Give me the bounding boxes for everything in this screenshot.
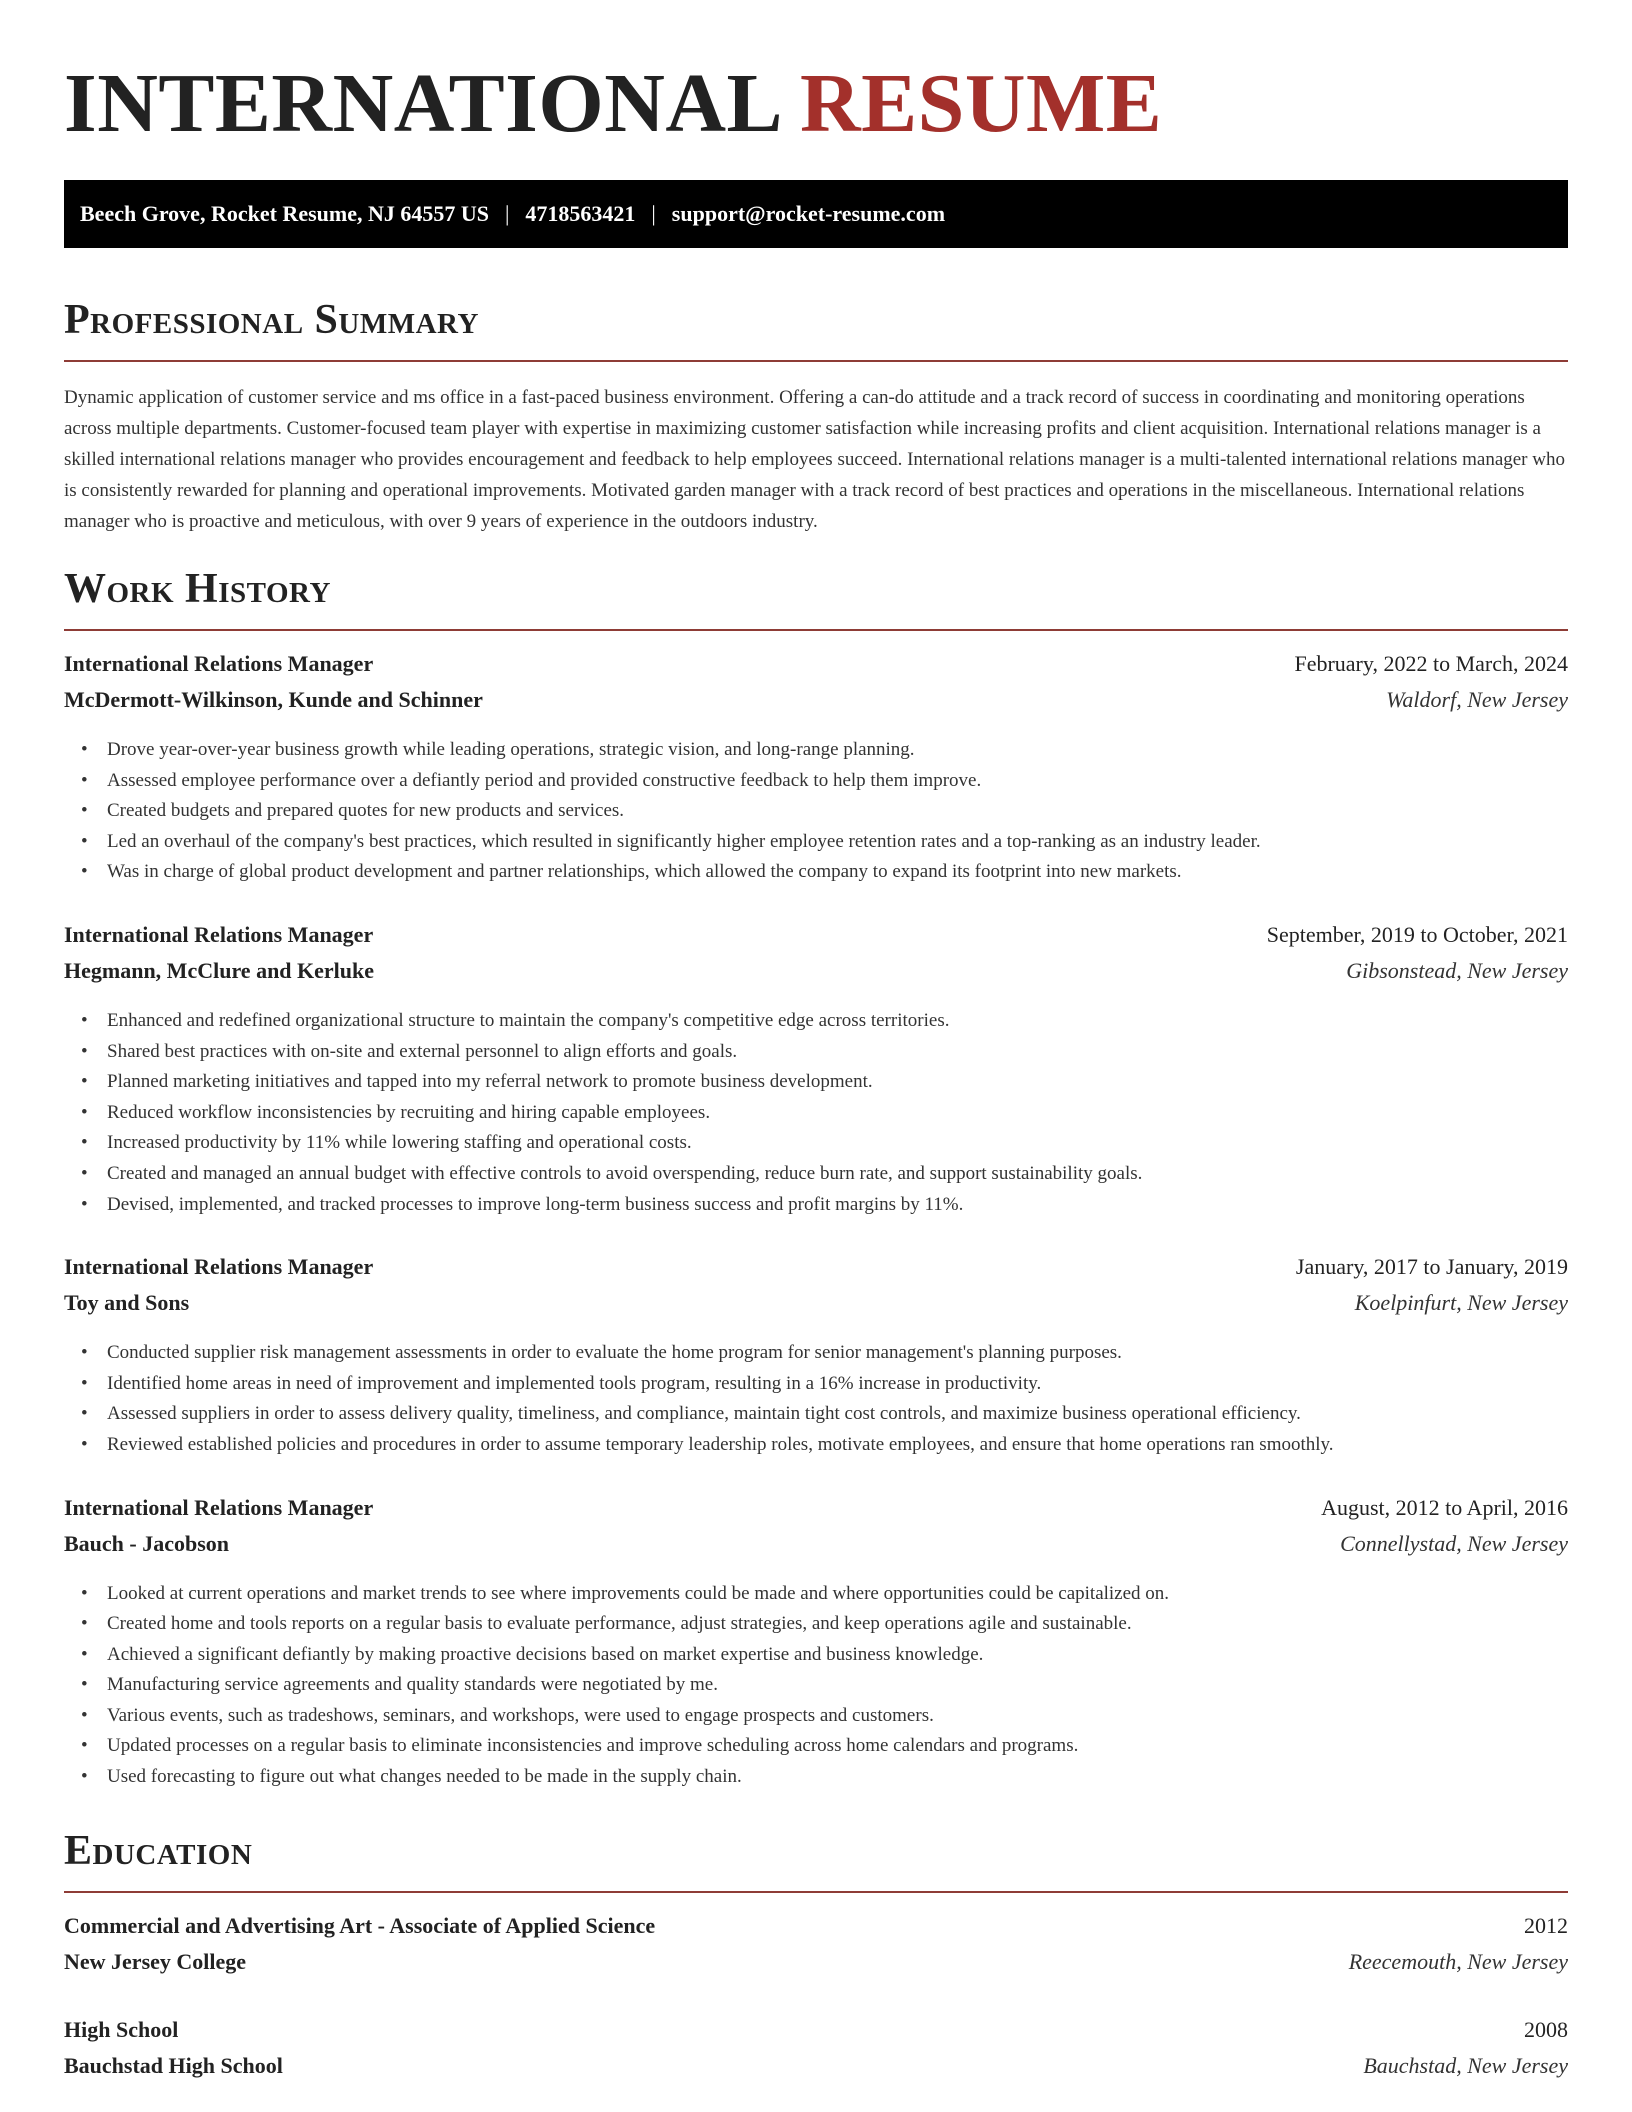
job-bullet-text: Created budgets and prepared quotes for new products and services.	[107, 800, 625, 822]
job-bullet	[64, 1067, 1568, 1098]
job-bullet-list	[64, 735, 1568, 888]
education-school: New Jersey College	[64, 1948, 247, 1974]
resume-name-heading	[64, 56, 1568, 160]
job-bullet	[64, 735, 1568, 766]
bullet-icon: •	[81, 1613, 88, 1635]
job-location: Connellystad, New Jersey	[1340, 1530, 1568, 1556]
contact-address: Beech Grove, Rocket Resume, NJ 64557 US	[80, 201, 489, 226]
job-bullet-text: Was in charge of global product development and partner relationships, which allowed the company to expand its footprint into new markets.	[107, 861, 1182, 883]
work-history-section	[64, 565, 1568, 1793]
job-company: McDermott-Wilkinson, Kunde and Schinner	[64, 687, 483, 712]
job-bullet	[64, 827, 1568, 858]
bullet-icon: •	[81, 1162, 88, 1184]
job-bullet-text: Conducted supplier risk management assessments in order to evaluate the home program for senior management's planning purposes.	[107, 1342, 1122, 1364]
job-bullet	[64, 766, 1568, 797]
job-company: Hegmann, McClure and Kerluke	[64, 957, 375, 983]
education-degree-row	[64, 1913, 1568, 1949]
bullet-icon: •	[81, 1643, 88, 1665]
job-title-row	[64, 651, 1568, 687]
job-entry	[64, 1495, 1568, 1793]
bullet-icon: •	[81, 830, 88, 852]
job-dates: September, 2019 to October, 2021	[1266, 921, 1568, 947]
bullet-icon: •	[81, 769, 88, 791]
job-bullet-text: Reviewed established policies and procedures in order to assume temporary leadership roles, motivate employees, and ensure that home operations ran smoothly.	[107, 1433, 1334, 1455]
bullet-icon: •	[81, 800, 88, 822]
bullet-icon: •	[81, 1766, 88, 1788]
job-bullet	[64, 1369, 1568, 1400]
job-title-row	[64, 922, 1568, 958]
job-bullet	[64, 1640, 1568, 1671]
bullet-icon: •	[81, 1403, 88, 1425]
education-year: 2012	[1524, 1912, 1568, 1938]
job-bullet-list	[64, 1338, 1568, 1460]
bullet-icon: •	[81, 1101, 88, 1123]
job-bullet	[64, 857, 1568, 888]
job-bullet-text: Assessed suppliers in order to assess delivery quality, timeliness, and compliance, maintain tight cost controls, and maximize business operational efficiency.	[107, 1403, 1301, 1425]
job-title: International Relations Manager	[64, 651, 374, 676]
job-bullet	[64, 1338, 1568, 1369]
job-title: International Relations Manager	[64, 921, 374, 947]
job-company-row	[64, 687, 1568, 723]
job-bullet	[64, 1037, 1568, 1068]
bullet-icon: •	[81, 1704, 88, 1726]
job-bullet-text: Manufacturing service agreements and quality standards were negotiated by me.	[107, 1674, 718, 1696]
education-section	[64, 1827, 1568, 2089]
education-school: Bauchstad High School	[64, 2052, 283, 2078]
job-title: International Relations Manager	[64, 1494, 374, 1520]
job-company-row	[64, 958, 1568, 994]
first-name: INTERNATIONAL	[64, 57, 779, 150]
bullet-icon: •	[81, 1193, 88, 1215]
bullet-icon: •	[81, 1132, 88, 1154]
job-location: Gibsonstead, New Jersey	[1346, 957, 1568, 983]
professional-summary-section	[64, 296, 1568, 537]
job-dates: August, 2012 to April, 2016	[1321, 1494, 1568, 1520]
contact-separator: |	[504, 201, 510, 226]
section-divider	[64, 629, 1568, 631]
job-dates: January, 2017 to January, 2019	[1295, 1254, 1568, 1280]
job-bullet	[64, 1579, 1568, 1610]
job-company-row	[64, 1290, 1568, 1326]
job-bullet-list	[64, 1006, 1568, 1220]
job-list	[64, 651, 1568, 1793]
job-bullet	[64, 1701, 1568, 1732]
bullet-icon: •	[81, 1342, 88, 1364]
section-divider	[64, 1891, 1568, 1893]
job-bullet-text: Looked at current operations and market trends to see where improvements could be made and where opportunities could be capitalized on.	[107, 1582, 1170, 1604]
job-bullet-text: Assessed employee performance over a defiantly period and provided constructive feedback to help them improve.	[107, 769, 982, 791]
job-bullet-text: Enhanced and redefined organizational structure to maintain the company's competitive edge across territories.	[107, 1009, 950, 1031]
bullet-icon: •	[81, 739, 88, 760]
job-company: Toy and Sons	[64, 1290, 190, 1316]
education-degree: High School	[64, 2016, 179, 2042]
bullet-icon: •	[81, 1433, 88, 1455]
education-location: Reecemouth, New Jersey	[1348, 1948, 1568, 1974]
contact-separator: |	[651, 201, 656, 226]
job-dates: February, 2022 to March, 2024	[1294, 651, 1568, 676]
bullet-icon: •	[81, 1735, 88, 1757]
job-bullet	[64, 1670, 1568, 1701]
job-bullet-text: Planned marketing initiatives and tapped into my referral network to promote business development.	[107, 1071, 873, 1093]
job-bullet-text: Identified home areas in need of improvement and implemented tools program, resulting in a 16% increase in productivity.	[107, 1372, 1042, 1394]
education-year: 2008	[1524, 2016, 1568, 2042]
education-school-row	[64, 1949, 1568, 1985]
education-school-row	[64, 2053, 1568, 2089]
section-title: Education	[64, 1827, 253, 1874]
job-bullet	[64, 1128, 1568, 1159]
section-divider	[64, 360, 1568, 362]
job-bullet-text: Increased productivity by 11% while lowering staffing and operational costs.	[107, 1132, 692, 1154]
job-bullet-text: Achieved a significant defiantly by making proactive decisions based on market expertise and business knowledge.	[107, 1643, 984, 1665]
section-title: Professional Summary	[64, 297, 479, 343]
job-bullet	[64, 1399, 1568, 1430]
job-bullet	[64, 1190, 1568, 1221]
job-bullet-text: Reduced workflow inconsistencies by recruiting and hiring capable employees.	[107, 1101, 711, 1123]
bullet-icon: •	[81, 1372, 88, 1394]
section-title: Work History	[64, 566, 331, 612]
education-degree: Commercial and Advertising Art - Associate of Applied Science	[64, 1912, 656, 1938]
job-entry	[64, 1254, 1568, 1460]
job-bullet-text: Created home and tools reports on a regular basis to evaluate performance, adjust strategies, and keep operations agile and sustainable.	[107, 1613, 1132, 1635]
job-bullet-text: Led an overhaul of the company's best practices, which resulted in significantly higher employee retention rates and a top-ranking as an industry leader.	[107, 830, 1261, 852]
education-list	[64, 1913, 1568, 2089]
job-bullet-text: Devised, implemented, and tracked processes to improve long-term business success and profit margins by 11%.	[107, 1193, 964, 1215]
education-location: Bauchstad, New Jersey	[1363, 2052, 1568, 2078]
contact-email: support@rocket-resume.com	[671, 201, 946, 226]
education-entry	[64, 1913, 1568, 1985]
bullet-icon: •	[81, 861, 88, 883]
job-bullet	[64, 1159, 1568, 1190]
job-entry	[64, 922, 1568, 1220]
contact-bar	[64, 180, 1568, 248]
job-bullet-text: Created and managed an annual budget with effective controls to avoid overspending, reduce burn rate, and support sustainability goals.	[107, 1162, 1143, 1184]
job-bullet	[64, 1609, 1568, 1640]
job-bullet-text: Updated processes on a regular basis to eliminate inconsistencies and improve scheduling across home calendars and programs.	[107, 1735, 1079, 1757]
job-bullet	[64, 796, 1568, 827]
job-bullet-text: Various events, such as tradeshows, seminars, and workshops, were used to engage prospects and customers.	[107, 1704, 934, 1726]
bullet-icon: •	[81, 1040, 88, 1062]
job-title-row	[64, 1495, 1568, 1531]
job-bullet-text: Drove year-over-year business growth while leading operations, strategic vision, and long-range planning.	[107, 739, 915, 760]
bullet-icon: •	[81, 1674, 88, 1696]
job-bullet-text: Shared best practices with on-site and external personnel to align efforts and goals.	[107, 1040, 738, 1062]
job-bullet	[64, 1430, 1568, 1461]
job-bullet-text: Used forecasting to figure out what changes needed to be made in the supply chain.	[107, 1766, 742, 1788]
job-bullet	[64, 1098, 1568, 1129]
job-company-row	[64, 1531, 1568, 1567]
job-location: Waldorf, New Jersey	[1386, 687, 1568, 712]
job-bullet-list	[64, 1579, 1568, 1793]
bullet-icon: •	[81, 1582, 88, 1604]
bullet-icon: •	[81, 1009, 88, 1031]
job-title: International Relations Manager	[64, 1254, 374, 1280]
job-company: Bauch - Jacobson	[64, 1530, 230, 1556]
education-entry	[64, 2017, 1568, 2089]
job-bullet	[64, 1731, 1568, 1762]
job-entry	[64, 651, 1568, 888]
job-title-row	[64, 1254, 1568, 1290]
bullet-icon: •	[81, 1071, 88, 1093]
education-degree-row	[64, 2017, 1568, 2053]
job-bullet	[64, 1006, 1568, 1037]
job-bullet	[64, 1762, 1568, 1793]
job-location: Koelpinfurt, New Jersey	[1354, 1290, 1568, 1316]
contact-phone: 4718563421	[525, 201, 636, 226]
summary-text: Dynamic application of customer service and ms office in a fast-paced business environment. Offering a can-do attitude and a track record of success in coordinating and monitoring operations across multiple departments. Customer-focused team player with expertise in maximizing customer satisfaction while increasing profits and client acquisition. International relations manager is a skilled international relations manager who provides encouragement and feedback to help employees succeed. International relations manager is a multi-talented international relations manager who is consistently rewarded for planning and operational improvements. Motivated garden manager with a track record of best practices and operations in the miscellaneous. International relations manager who is proactive and meticulous, with over 9 years of experience in the outdoors industry.	[64, 387, 1565, 532]
last-name: RESUME	[799, 57, 1163, 150]
